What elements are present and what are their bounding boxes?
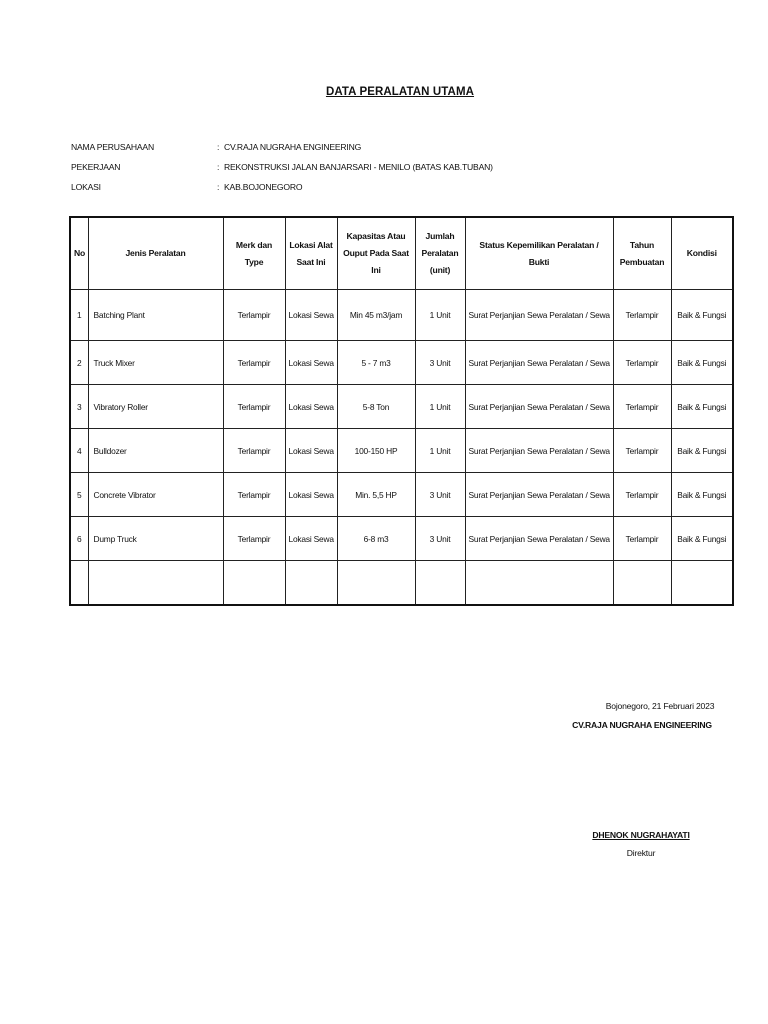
cell-merk: Terlampir: [223, 429, 285, 473]
info-separator: :: [217, 182, 220, 192]
table-row: [70, 517, 733, 561]
cell-lokasi: Lokasi Sewa: [285, 290, 337, 341]
cell-tahun: Terlampir: [613, 385, 671, 429]
cell-jenis: Truck Mixer: [88, 341, 223, 385]
cell-tahun: Terlampir: [613, 290, 671, 341]
cell-empty: [223, 561, 285, 606]
cell-merk: Terlampir: [223, 385, 285, 429]
signature-position: Direktur: [626, 848, 656, 858]
cell-empty: [671, 561, 733, 606]
info-row-pekerjaan: [71, 162, 671, 182]
cell-no: 4: [70, 429, 88, 473]
cell-jenis: Batching Plant: [88, 290, 223, 341]
cell-empty: [337, 561, 415, 606]
cell-lokasi: Lokasi Sewa: [285, 429, 337, 473]
cell-kapasitas: 5 - 7 m3: [337, 341, 415, 385]
cell-jumlah: 3 Unit: [415, 341, 465, 385]
cell-kondisi: Baik & Fungsi: [671, 290, 733, 341]
cell-empty: [285, 561, 337, 606]
cell-kondisi: Baik & Fungsi: [671, 385, 733, 429]
cell-status: Surat Perjanjian Sewa Peralatan / Sewa: [465, 385, 613, 429]
cell-kondisi: Baik & Fungsi: [671, 473, 733, 517]
cell-kapasitas: Min 45 m3/jam: [337, 290, 415, 341]
header-status: Status Kepemilikan Peralatan / Bukti: [465, 217, 613, 290]
cell-tahun: Terlampir: [613, 429, 671, 473]
cell-lokasi: Lokasi Sewa: [285, 473, 337, 517]
cell-merk: Terlampir: [223, 341, 285, 385]
table-row: [70, 473, 733, 517]
info-separator: :: [217, 162, 220, 172]
cell-jumlah: 1 Unit: [415, 429, 465, 473]
header-jenis: Jenis Peralatan: [88, 217, 223, 290]
cell-tahun: Terlampir: [613, 341, 671, 385]
cell-jumlah: 3 Unit: [415, 473, 465, 517]
cell-status: Surat Perjanjian Sewa Peralatan / Sewa: [465, 473, 613, 517]
cell-kapasitas: 5-8 Ton: [337, 385, 415, 429]
cell-jenis: Concrete Vibrator: [88, 473, 223, 517]
info-separator: :: [217, 142, 220, 152]
cell-no: 5: [70, 473, 88, 517]
cell-jumlah: 1 Unit: [415, 290, 465, 341]
cell-status: Surat Perjanjian Sewa Peralatan / Sewa: [465, 429, 613, 473]
cell-status: Surat Perjanjian Sewa Peralatan / Sewa: [465, 341, 613, 385]
info-label: PEKERJAAN: [71, 162, 121, 172]
cell-empty: [613, 561, 671, 606]
document-title: DATA PERALATAN UTAMA: [325, 86, 475, 98]
equipment-table: [69, 216, 734, 606]
cell-jenis: Bulldozer: [88, 429, 223, 473]
cell-status: Surat Perjanjian Sewa Peralatan / Sewa: [465, 517, 613, 561]
signature-name: DHENOK NUGRAHAYATI: [592, 830, 690, 840]
cell-merk: Terlampir: [223, 290, 285, 341]
cell-empty: [70, 561, 88, 606]
cell-kondisi: Baik & Fungsi: [671, 341, 733, 385]
info-value: KAB.BOJONEGORO: [224, 182, 303, 192]
table-header-row: [70, 217, 733, 290]
cell-no: 3: [70, 385, 88, 429]
cell-kondisi: Baik & Fungsi: [671, 429, 733, 473]
table-row: [70, 429, 733, 473]
info-value: CV.RAJA NUGRAHA ENGINEERING: [224, 142, 362, 152]
info-label: LOKASI: [71, 182, 101, 192]
cell-no: 6: [70, 517, 88, 561]
signature-company: CV.RAJA NUGRAHA ENGINEERING: [572, 720, 712, 730]
cell-no: 1: [70, 290, 88, 341]
cell-empty: [465, 561, 613, 606]
header-jumlah: Jumlah Peralatan (unit): [415, 217, 465, 290]
cell-tahun: Terlampir: [613, 517, 671, 561]
cell-jenis: Dump Truck: [88, 517, 223, 561]
cell-merk: Terlampir: [223, 473, 285, 517]
header-kapasitas: Kapasitas Atau Ouput Pada Saat Ini: [337, 217, 415, 290]
cell-status: Surat Perjanjian Sewa Peralatan / Sewa: [465, 290, 613, 341]
header-no: No: [70, 217, 88, 290]
cell-kapasitas: Min. 5,5 HP: [337, 473, 415, 517]
cell-lokasi: Lokasi Sewa: [285, 517, 337, 561]
header-kondisi: Kondisi: [671, 217, 733, 290]
cell-tahun: Terlampir: [613, 473, 671, 517]
table-row-empty: [70, 561, 733, 606]
info-row-company: [71, 142, 671, 162]
cell-empty: [415, 561, 465, 606]
cell-kapasitas: 6-8 m3: [337, 517, 415, 561]
cell-jumlah: 1 Unit: [415, 385, 465, 429]
info-label: NAMA PERUSAHAAN: [71, 142, 154, 152]
cell-kondisi: Baik & Fungsi: [671, 517, 733, 561]
info-row-lokasi: [71, 182, 671, 202]
company-info: [71, 142, 671, 202]
header-lokasi: Lokasi Alat Saat Ini: [285, 217, 337, 290]
cell-kapasitas: 100-150 HP: [337, 429, 415, 473]
cell-empty: [88, 561, 223, 606]
header-tahun: Tahun Pembuatan: [613, 217, 671, 290]
cell-jumlah: 3 Unit: [415, 517, 465, 561]
header-merk: Merk dan Type: [223, 217, 285, 290]
cell-no: 2: [70, 341, 88, 385]
info-value: REKONSTRUKSI JALAN BANJARSARI - MENILO (BATAS KAB.TUBAN): [224, 162, 493, 172]
table-row: [70, 341, 733, 385]
cell-lokasi: Lokasi Sewa: [285, 385, 337, 429]
cell-jenis: Vibratory Roller: [88, 385, 223, 429]
cell-lokasi: Lokasi Sewa: [285, 341, 337, 385]
cell-merk: Terlampir: [223, 517, 285, 561]
signature-place-date: Bojonegoro, 21 Februari 2023: [605, 701, 715, 711]
table-row: [70, 290, 733, 341]
table-row: [70, 385, 733, 429]
